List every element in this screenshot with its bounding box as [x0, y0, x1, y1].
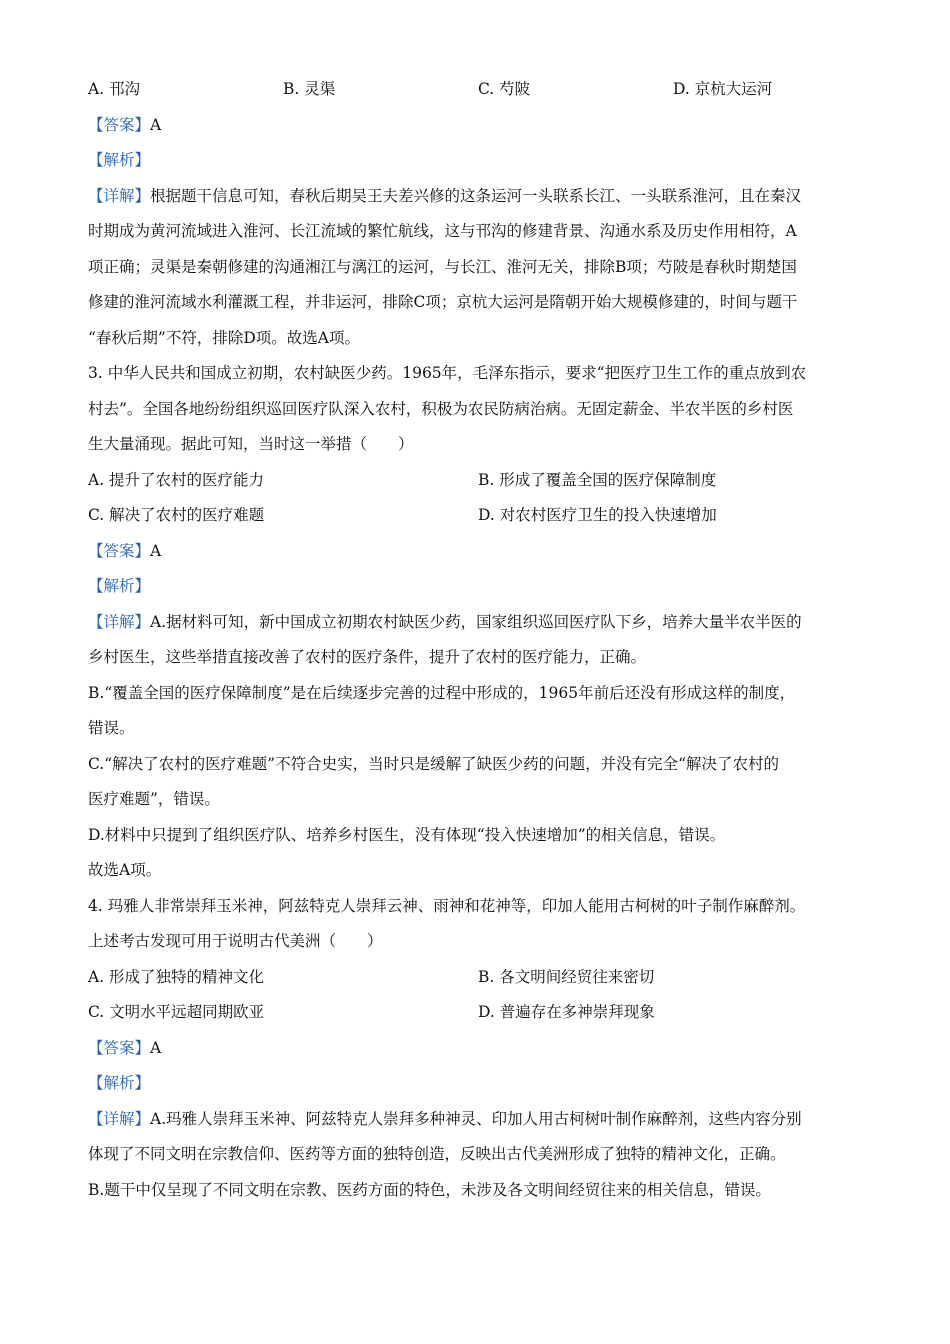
q2-detail-line-2: 时期成为黄河流域进入淮河、长江流域的繁忙航线，这与邗沟的修建背景、沟通水系及历史作用相符，A	[88, 222, 797, 240]
q3-stem-line-3: 生大量涌现。据此可知，当时这一举措（ ）	[88, 435, 414, 453]
q3-option-b: B. 形成了覆盖全国的医疗保障制度	[478, 470, 717, 489]
q3-analysis-tag: 【解析】	[88, 577, 151, 595]
detail-tag: 【详解】	[88, 186, 151, 205]
q3-options-row-1	[88, 463, 868, 499]
q3-option-c: C. 解决了农村的医疗难题	[88, 506, 265, 524]
q4-stem-line-1: 4. 玛雅人非常崇拜玉米神，阿兹特克人崇拜云神、雨神和花神等，印加人能用古柯树的叶子制作麻醉剂。	[88, 896, 806, 915]
q3-detail-line-1	[88, 605, 868, 641]
q3-detail-line-5: C.“解决了农村的医疗难题”不符合史实，当时只是缓解了缺医少药的问题，并没有完全“解决了农村的	[88, 754, 780, 773]
q2-answer	[88, 108, 868, 144]
detail-tag: 【详解】	[88, 612, 151, 631]
q3-detail-line-8: 故选A项。	[88, 861, 162, 879]
q4-option-a: A. 形成了独特的精神文化	[88, 967, 265, 986]
q3-stem-line-1: 3. 中华人民共和国成立初期，农村缺医少药。1965年，毛泽东指示，要求“把医疗卫生工作的重点放到农	[88, 364, 807, 382]
q2-option-b: B. 灵渠	[283, 80, 336, 98]
q2-analysis-tag: 【解析】	[88, 151, 151, 169]
q3-detail-line-7: D.材料中只提到了组织医疗队、培养乡村医生，没有体现“投入快速增加”的相关信息，错误。	[88, 825, 726, 844]
q3-stem-line-2: 村去”。全国各地纷纷组织巡回医疗队深入农村，积极为农民防病治病。无固定薪金、半农半医的乡村医	[88, 399, 794, 418]
answer-value: A	[150, 1038, 162, 1057]
q4-detail-line-3: B.题干中仅呈现了不同文明在宗教、医药方面的特色，未涉及各文明间经贸往来的相关信息，错误。	[88, 1180, 771, 1199]
answer-value: A	[150, 541, 162, 560]
q4-analysis-tag: 【解析】	[88, 1074, 151, 1092]
q2-option-d: D. 京杭大运河	[673, 80, 773, 98]
q2-detail-line-1	[88, 179, 868, 215]
answer-tag: 【答案】	[88, 1038, 151, 1057]
q4-option-d: D. 普遍存在多神崇拜现象	[478, 1003, 655, 1021]
q4-options-row-1	[88, 960, 868, 996]
detail-text: A.据材料可知，新中国成立初期农村缺医少药，国家组织巡回医疗队下乡，培养大量半农半医的	[150, 612, 802, 631]
detail-text: A.玛雅人崇拜玉米神、阿兹特克人崇拜多种神灵、印加人用古柯树叶制作麻醉剂，这些内容分别	[150, 1109, 802, 1128]
q2-detail-line-5: “春秋后期”不符，排除D项。故选A项。	[88, 328, 360, 347]
q4-option-b: B. 各文明间经贸往来密切	[478, 967, 655, 986]
answer-tag: 【答案】	[88, 541, 151, 560]
detail-tag: 【详解】	[88, 1109, 151, 1128]
q4-options-row-2	[88, 995, 868, 1031]
q3-option-d: D. 对农村医疗卫生的投入快速增加	[478, 506, 717, 524]
q4-detail-line-2: 体现了不同文明在宗教信仰、医药等方面的独特创造，反映出古代美洲形成了独特的精神文化，正确。	[88, 1145, 786, 1163]
q2-option-a: A. 邗沟	[88, 80, 141, 98]
q3-options-row-2	[88, 498, 868, 534]
detail-text: 根据题干信息可知，春秋后期吴王夫差兴修的这条运河一头联系长江、一头联系淮河，且在秦汉	[150, 186, 802, 205]
q3-detail-line-4: 错误。	[88, 719, 135, 737]
document-page	[88, 72, 868, 1208]
q2-detail-line-3: 项正确；灵渠是秦朝修建的沟通湘江与漓江的运河，与长江、淮河无关，排除B项；芍陂是春秋时期楚国	[88, 257, 797, 276]
q4-detail-line-1	[88, 1102, 868, 1138]
q3-option-a: A. 提升了农村的医疗能力	[88, 470, 265, 489]
q3-detail-line-3: B.“覆盖全国的医疗保障制度”是在后续逐步完善的过程中形成的，1965年前后还没有形成这样的制度，	[88, 683, 796, 702]
q4-option-c: C. 文明水平远超同期欧亚	[88, 1003, 265, 1021]
q2-detail-line-4: 修建的淮河流域水利灌溉工程，并非运河，排除C项；京杭大运河是隋朝开始大规模修建的，时间与题干	[88, 293, 798, 311]
q3-detail-line-6: 医疗难题”，错误。	[88, 790, 220, 808]
q4-stem-line-2: 上述考古发现可用于说明古代美洲（ ）	[88, 932, 383, 950]
q4-answer	[88, 1031, 868, 1067]
answer-tag: 【答案】	[88, 115, 151, 134]
q2-option-c: C. 芍陂	[478, 80, 531, 98]
answer-value: A	[150, 115, 162, 134]
q3-answer	[88, 534, 868, 570]
q3-detail-line-2: 乡村医生，这些举措直接改善了农村的医疗条件，提升了农村的医疗能力，正确。	[88, 648, 647, 666]
q2-options	[88, 72, 868, 108]
